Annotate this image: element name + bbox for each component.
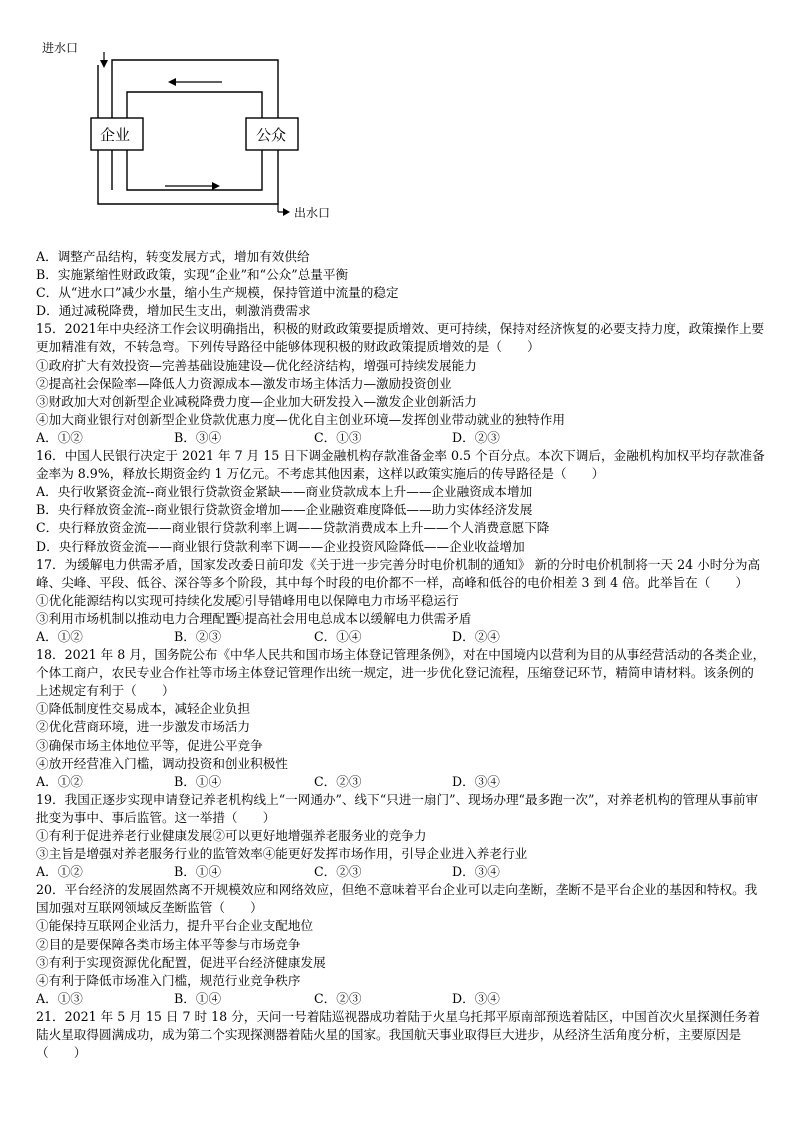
q15-item-3: ③财政加大对创新型企业减税降费力度—企业加大研发投入—激发企业创新活力: [36, 393, 477, 409]
q19-choice-a: A．①②: [36, 864, 83, 880]
q19-choices: [36, 863, 766, 881]
q18-item-4: ④放开经营准入门槛，调动投资和创业积极性: [36, 755, 288, 771]
q14-option-c: C．从“进水口”减少水量，缩小生产规模，保持管道中流量的稳定: [36, 285, 399, 301]
q17-choice-c: C．①④: [314, 628, 362, 644]
q18-choice-a: A．①②: [36, 773, 83, 789]
q17-choice-a: A．①②: [36, 628, 83, 644]
q15-item-2: ②提高社会保险率—降低人力资源成本—激发市场主体活力—激励投资创业: [36, 375, 452, 391]
outlet-label: 出水口: [294, 206, 331, 220]
q18-item-2: ②优化营商环境，进一步激发市场活力: [36, 719, 251, 735]
q20-choice-a: A．①③: [36, 990, 83, 1006]
q18-choice-c: C．②③: [314, 773, 362, 789]
q20-item-4: ④有利于降低市场准入门槛，规范行业竞争秩序: [36, 972, 301, 988]
q17-stem: 17．为缓解电力供需矛盾，国家发改委日前印发《关于进一步完善分时电价机制的通知》 新的分时电价机制将一天 24 小时分为高峰、尖峰、平段、低谷、深谷等多个阶段，其中每个时段的电价都不一样，高峰和低谷的电价相差 3 到 4 倍。此举旨在（ ）: [36, 556, 761, 590]
q18-choice-d: D．③④: [452, 773, 500, 789]
public-label: 公众: [256, 126, 287, 144]
q15-stem: 15．2021年中央经济工作会议明确指出，积极的财政政策要提质增效、更可持续，保持对经济恢复的必要支持力度，政策操作上要更加精准有效，不转急弯。下列传导路径中能够体现积极的财政政策提质增效的是（ ）: [36, 321, 765, 355]
inlet-arrow: [100, 60, 108, 68]
flow-diagram: [0, 0, 794, 240]
q19-items-row-1: ①有利于促进养老行业健康发展②可以更好地增强养老服务业的竞争力: [36, 828, 427, 843]
inner-pipe: [127, 92, 262, 148]
q17-item-3: ③利用市场机制以推动电力合理配置: [36, 610, 238, 626]
q20-choice-c: C．②③: [314, 990, 362, 1006]
q20-choice-b: B．①④: [174, 990, 222, 1006]
q20-choices: [36, 990, 766, 1008]
q20-item-2: ②目的是要保障各类市场主体平等参与市场竞争: [36, 936, 301, 952]
q19-choice-b: B．①④: [174, 864, 222, 880]
q16-option-b: B．央行释放资金流--商业银行贷款资金增加——企业融资难度降低——助力实体经济发展: [36, 502, 533, 518]
q15-item-1: ①政府扩大有效投资—完善基础设施建设—优化经济结构，增强可持续发展能力: [36, 357, 477, 373]
q20-item-3: ③有利于实现资源优化配置，促进平台经济健康发展: [36, 954, 326, 970]
q15-item-4: ④加大商业银行对创新型企业贷款优惠力度—优化自主创业环境—发挥创业带动就业的独特作用: [36, 411, 565, 427]
q21-stem: 21．2021 年 5 月 15 日 7 时 18 分，天问一号着陆巡视器成功着陆于火星乌托邦平原南部预选着陆区，中国首次火星探测任务着陆火星取得圆满成功，成为第二个实现探测器着陆火星的国家。我国航天事业取得巨大进步，从经济生活角度分析，主要原因是（ ）: [36, 1008, 761, 1061]
q17-item-4: ④提高社会用电总成本以缓解电力供需矛盾: [232, 610, 472, 626]
outlet-arrow: [283, 208, 290, 216]
q18-item-3: ③确保市场主体地位平等，促进公平竞争: [36, 737, 263, 753]
inlet-label: 进水口: [42, 41, 79, 55]
q16-stem: 16．中国人民银行决定于 2021 年 7 月 15 日下调金融机构存款准备金率 0.5 个百分点。本次下调后，金融机构加权平均存款准备金率为 8.9%，释放长期资金约 1 万亿元。不考虑其他因素，这样以政策实施后的传导路径是（ ）: [36, 448, 765, 482]
q18-choices: [36, 773, 766, 791]
q16-option-d: D．央行释放资金流——商业银行贷款利率下调——企业投资风险降低——企业收益增加: [36, 538, 525, 554]
q19-choice-d: D．③④: [452, 864, 500, 880]
q14-option-a: A．调整产品结构，转变发展方式，增加有效供给: [36, 249, 310, 264]
q17-choice-d: D．②④: [452, 628, 500, 644]
q14-option-d: D．通过减税降费，增加民生支出，刺激消费需求: [36, 303, 311, 319]
q17-item-2: ②引导错峰用电以保障电力市场平稳运行: [232, 592, 459, 608]
q17-items-row-1: [36, 592, 766, 610]
enterprise-label: 企业: [100, 126, 131, 144]
q17-items-row-2: [36, 610, 766, 628]
q19-stem: 19．我国正逐步实现申请登记养老机构线上“一网通办”、线下“只进一扇门”、现场办理“最多跑一次”，对养老机构的管理从事前审批变为事中、事后监管。这一举措（ ）: [36, 791, 759, 825]
q15-choice-d: D．②③: [452, 429, 500, 445]
q16-option-a: A．央行收紧资金流--商业银行贷款资金紧缺——商业贷款成本上升——企业融资成本增加: [36, 484, 533, 500]
q18-choice-b: B．①④: [174, 773, 222, 789]
q20-stem: 20．平台经济的发展固然离不开规模效应和网络效应，但绝不意味着平台企业可以走向垄断，垄断不是平台企业的基因和特权。我国加强对互联网领域反垄断监管（ ）: [36, 882, 758, 916]
q15-choice-b: B．③④: [174, 429, 222, 445]
q17-choice-b: B．②③: [174, 628, 222, 644]
arrow-right: [212, 182, 220, 190]
q14-option-b: B．实施紧缩性财政政策，实现“企业”和“公众”总量平衡: [36, 267, 349, 283]
q20-item-1: ①能保持互联网企业活力，提升平台企业支配地位: [36, 918, 314, 934]
q15-choice-a: A．①②: [36, 429, 83, 445]
q15-choice-c: C．①③: [314, 429, 362, 445]
q18-item-1: ①降低制度性交易成本，减轻企业负担: [36, 701, 251, 717]
q19-choice-c: C．②③: [314, 864, 362, 880]
q17-choices: [36, 628, 766, 646]
q15-choices: [36, 429, 766, 447]
q19-items-row-2: ③主旨是增强对养老服务行业的监管效率④能更好发挥市场作用，引导企业进入养老行业: [36, 846, 528, 862]
q16-option-c: C．央行释放资金流——商业银行贷款利率上调——贷款消费成本上升——个人消费意愿下降: [36, 520, 550, 536]
q20-choice-d: D．③④: [452, 990, 500, 1006]
question-content: [36, 248, 766, 1062]
q17-item-1: ①优化能源结构以实现可持续化发展: [36, 592, 238, 608]
q18-stem: 18．2021 年 8 月，国务院公布《中华人民共和国市场主体登记管理条例》，对在中国境内以营利为目的从事经营活动的各类企业，个体工商户，农民专业合作社等市场主体登记管理作出统一规定，进一步优化登记流程，压缩登记环节，精简申请材料。该条例的上述规定有利于（ ）: [36, 647, 766, 699]
arrow-left: [168, 78, 176, 86]
